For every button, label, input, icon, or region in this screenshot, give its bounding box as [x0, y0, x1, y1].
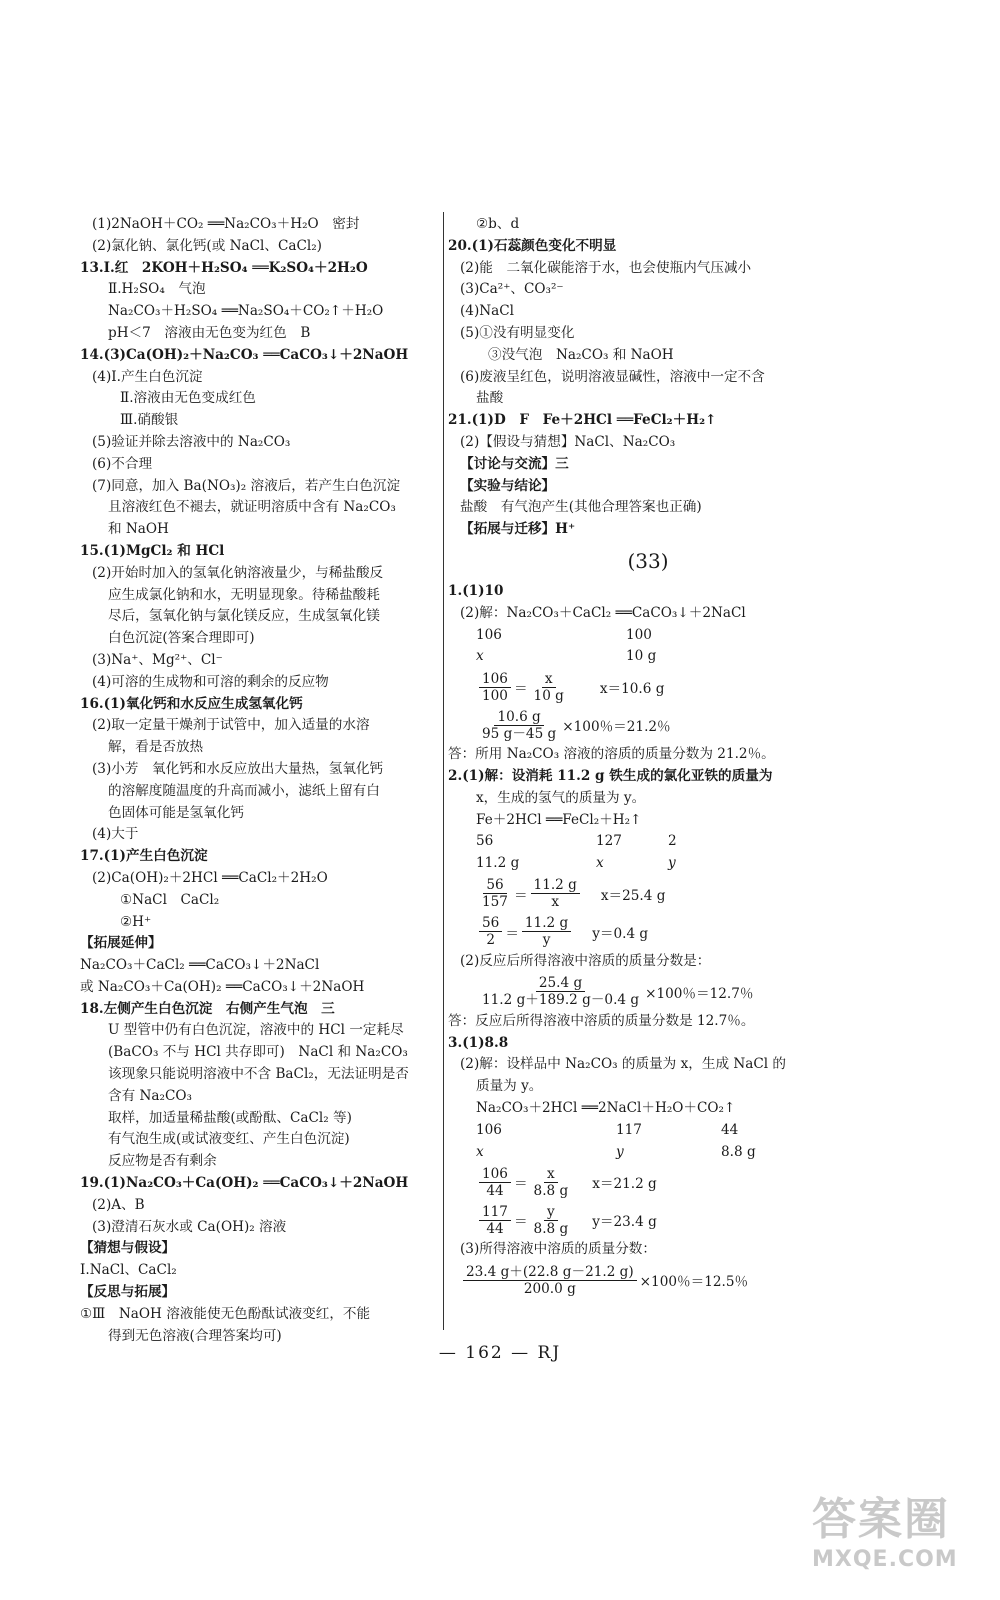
percentage-formula: $\frac{10.6 g}{95 g-45 g}$ ×100％＝21.2％ [482, 708, 671, 742]
calc-q2: 2.(1)解：设消耗 11.2 g 铁生成的氯化亚铁的质量为 [448, 767, 773, 784]
question-15: 15.(1)MgCl₂ 和 HCl [80, 542, 225, 559]
answer-line: pH＜7 溶液由无色变为红色 B [108, 324, 311, 341]
watermark-url: MXQE.COM [812, 1547, 958, 1572]
answer-line: (2)取一定量干燥剂于试管中，加入适量的水溶 [92, 717, 370, 734]
answer-line: (2)反应后所得溶液中溶质的质量分数是： [460, 952, 711, 969]
answer-line: 白色沉淀(答案合理即可) [108, 630, 255, 647]
answer-line: (5)①没有明显变化 [460, 324, 575, 341]
answer-line: (3)Ca²⁺、CO₃²⁻ [460, 281, 564, 298]
percentage-formula: $\frac{25.4 g}{11.2 g+189.2 g-0.4 g}$ ×100％＝12.7％ [482, 975, 754, 1009]
answer-line: Na₂CO₃＋H₂SO₄ ══Na₂SO₄＋CO₂↑＋H₂O [108, 303, 384, 320]
answer-line: 质量为 y。 [476, 1078, 543, 1095]
section-heading: 【拓展延伸】 [80, 935, 162, 952]
answer-line: (7)同意，加入 Ba(NO₃)₂ 溶液后，若产生白色沉淀 [92, 477, 401, 494]
question-14: 14.(3)Ca(OH)₂＋Na₂CO₃ ══CaCO₃↓＋2NaOH [80, 346, 409, 363]
answer-line: 且溶液红色不褪去，就证明溶质中含有 Na₂CO₃ [108, 499, 396, 516]
equation: Fe＋2HCl ══FeCl₂＋H₂↑ [476, 811, 642, 828]
proportion-formula: $\frac{56}{157}$ ＝ $\frac{11.2 g}{x}$ x＝25.4 g [482, 877, 666, 911]
answer-line: 得到无色溶液(合理答案均可) [108, 1327, 282, 1344]
proportion-formula: $\frac{56}{2}$ ＝ $\frac{11.2 g}{y}$ y＝0.4 g [448, 913, 848, 951]
answer-line: ③没气泡 Na₂CO₃ 和 NaOH [488, 346, 674, 363]
answer-line: 反应物是否有剩余 [108, 1153, 217, 1170]
answer-line: (2)A、B [92, 1196, 145, 1213]
equation-unknowns: x y 8.8 g [476, 1143, 756, 1160]
answer-line: Ⅰ.NaCl、CaCl₂ [80, 1262, 177, 1279]
answer-line: 的溶解度随温度的升高而减小，滤纸上留有白 [108, 782, 380, 799]
question-16: 16.(1)氧化钙和水反应生成氢氧化钙 [80, 695, 303, 712]
proportion-formula: $\frac{106}{44}$ ＝ $\frac{x}{8.8 g}$ x＝21.2 g [448, 1163, 848, 1201]
answer-line: (2)Ca(OH)₂＋2HCl ══CaCl₂＋2H₂O [92, 869, 328, 886]
answer-statement: 答：反应后所得溶液中溶质的质量分数是 12.7％。 [448, 1012, 755, 1029]
answer-line: (2)能 二氧化碳能溶于水，也会使瓶内气压减小 [460, 259, 752, 276]
question-13: 13.Ⅰ.红 2KOH＋H₂SO₄ ══K₂SO₄＋2H₂O [80, 259, 368, 276]
equation-ratios: 56 127 2 [476, 833, 677, 850]
answer-line: (6)不合理 [92, 455, 153, 472]
left-column [80, 214, 440, 1347]
answer-line: 该现象只能说明溶液中不含 BaCl₂，无法证明是否 [108, 1066, 409, 1083]
equation-ratios: 106 100 [476, 626, 652, 643]
answer-line: (3)Na⁺、Mg²⁺、Cl⁻ [92, 651, 223, 668]
answer-line: (3)澄清石灰水或 Ca(OH)₂ 溶液 [92, 1218, 287, 1235]
answer-line: ①Ⅲ NaOH 溶液能使无色酚酞试液变红，不能 [80, 1305, 371, 1322]
page-number-footer: — 162 — RJ [438, 1343, 562, 1363]
answer-line: (2)氯化钠、氯化钙(或 NaCl、CaCl₂) [92, 237, 322, 254]
answer-line: 色固体可能是氢氧化钙 [108, 804, 244, 821]
answer-line: (5)验证并除去溶液中的 Na₂CO₃ [92, 433, 291, 450]
answer-line: ①NaCl CaCl₂ [120, 891, 220, 908]
answer-line: (2)开始时加入的氢氧化钠溶液量少，与稀盐酸反 [92, 564, 384, 581]
answer-line: (BaCO₃ 不与 HCl 共存即可) NaCl 和 Na₂CO₃ [108, 1044, 408, 1061]
answer-line: (2)【假设与猜想】NaCl、Na₂CO₃ [460, 433, 676, 450]
right-column [448, 214, 848, 1299]
equation: Na₂CO₃＋2HCl ══2NaCl＋H₂O＋CO₂↑ [476, 1099, 736, 1116]
answer-line: Ⅲ.硝酸银 [120, 412, 179, 429]
watermark-text: 答案圈 [812, 1494, 950, 1545]
answer-line: 含有 Na₂CO₃ [108, 1087, 192, 1104]
answer-line: ②H⁺ [120, 913, 152, 930]
answer-line: 盐酸 [476, 390, 504, 407]
question-17: 17.(1)产生白色沉淀 [80, 848, 208, 865]
answer-line: (4)大于 [92, 826, 139, 843]
answer-line: (4)可溶的生成物和可溶的剩余的反应物 [92, 673, 329, 690]
answer-line: Ⅱ.H₂SO₄ 气泡 [108, 281, 206, 298]
equation-unknowns: x 10 g [476, 648, 657, 665]
equation: (2)解：Na₂CO₃＋CaCl₂ ══CaCO₃↓＋2NaCl [460, 604, 746, 621]
section-heading: 【讨论与交流】三 [460, 455, 569, 472]
proportion-formula: $\frac{117}{44}$ ＝ $\frac{y}{8.8 g}$ y＝23.4 g [448, 1201, 848, 1239]
answer-line: 盐酸 有气泡产生(其他合理答案也正确) [460, 499, 702, 516]
answer-line: Na₂CO₃＋CaCl₂ ══CaCO₃↓＋2NaCl [80, 957, 320, 974]
column-divider [443, 212, 444, 1330]
question-20: 20.(1)石蕊颜色变化不明显 [448, 237, 617, 254]
answer-line: ②b、d [476, 216, 520, 232]
section-heading: 【拓展与迁移】H⁺ [460, 521, 576, 538]
section-number: (33) [627, 548, 669, 573]
answer-line: Ⅱ.溶液由无色变成红色 [120, 390, 256, 407]
answer-line: 取样，加适量稀盐酸(或酚酞、CaCl₂ 等) [108, 1109, 352, 1126]
answer-line: (2)解：设样品中 Na₂CO₃ 的质量为 x，生成 NaCl 的 [460, 1056, 787, 1073]
answer-line: x，生成的氢气的质量为 y。 [476, 789, 646, 806]
answer-line: 有气泡生成(或试液变红、产生白色沉淀) [108, 1131, 350, 1148]
equation-ratios: 106 117 44 [476, 1121, 739, 1138]
answer-line: (3)小芳 氧化钙和水反应放出大量热，氢氧化钙 [92, 760, 384, 777]
answer-line: U 型管中仍有白色沉淀，溶液中的 HCl 一定耗尽 [108, 1022, 404, 1039]
question-18: 18.左侧产生白色沉淀 右侧产生气泡 三 [80, 1000, 335, 1017]
percentage-formula: $\frac{23.4 g+(22.8 g-21.2 g)}{200.0 g}$ ×100％＝12.5％ [448, 1261, 848, 1299]
answer-line: 解，看是否放热 [108, 739, 204, 756]
calc-q1: 1.(1)10 [448, 582, 504, 599]
answer-statement: 答：所用 Na₂CO₃ 溶液的溶质的质量分数为 21.2％。 [448, 746, 775, 763]
answer-line: 或 Na₂CO₃＋Ca(OH)₂ ══CaCO₃↓＋2NaOH [80, 978, 365, 995]
answer-line: (1)2NaOH＋CO₂ ══Na₂CO₃＋H₂O 密封 [92, 216, 360, 232]
answer-line: (3)所得溶液中溶质的质量分数： [460, 1241, 656, 1258]
answer-line: 尽后，氢氧化钠与氯化镁反应，生成氢氧化镁 [108, 608, 380, 625]
question-21: 21.(1)D F Fe＋2HCl ══FeCl₂＋H₂↑ [448, 412, 717, 429]
answer-line: 和 NaOH [108, 521, 169, 538]
answer-line: (4)NaCl [460, 303, 515, 320]
answer-line: (4)Ⅰ.产生白色沉淀 [92, 368, 203, 385]
proportion-formula: $\frac{106}{100}$ ＝ $\frac{x}{10 g}$ x＝10.6 g [448, 668, 848, 706]
answer-line: 应生成氯化钠和水，无明显现象。待稀盐酸耗 [108, 586, 380, 603]
calc-q3: 3.(1)8.8 [448, 1034, 509, 1051]
question-19: 19.(1)Na₂CO₃＋Ca(OH)₂ ══CaCO₃↓＋2NaOH [80, 1175, 409, 1192]
section-heading: 【反思与拓展】 [80, 1284, 176, 1301]
watermark-logo [812, 1495, 977, 1590]
section-heading: 【猜想与假设】 [80, 1240, 176, 1257]
answer-line: (6)废液呈红色，说明溶液显碱性，溶液中一定不含 [460, 368, 765, 385]
equation-unknowns: 11.2 g x y [476, 855, 676, 872]
section-heading: 【实验与结论】 [460, 477, 556, 494]
